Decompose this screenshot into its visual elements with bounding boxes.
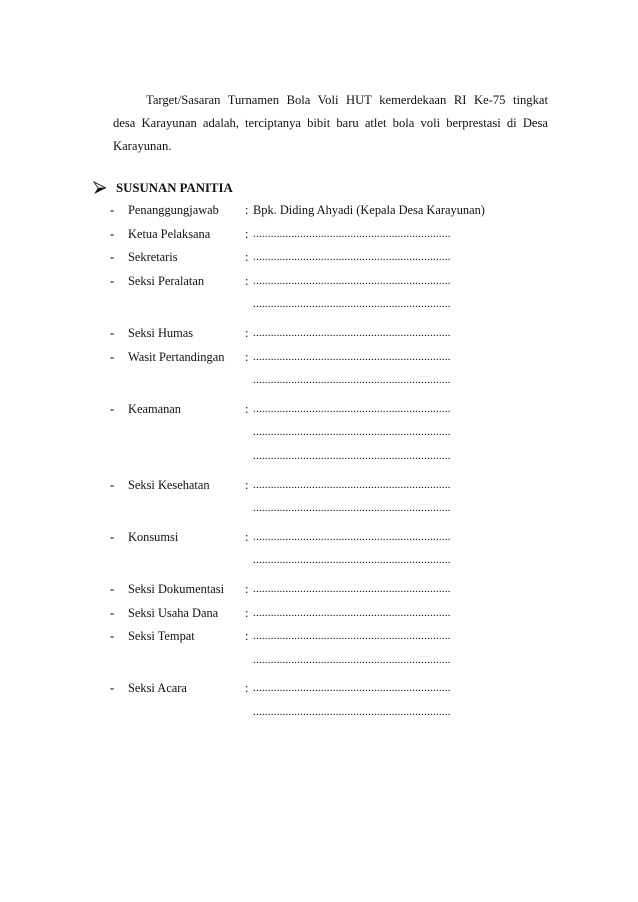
dash-bullet: - (110, 274, 115, 288)
section-title: SUSUNAN PANITIA (116, 180, 233, 195)
dash-bullet: - (110, 530, 115, 544)
committee-role-label: Seksi Dokumentasi (128, 582, 225, 596)
committee-row (0, 626, 638, 646)
committee-continuation-row (0, 498, 638, 518)
committee-role-label: Seksi Acara (128, 681, 187, 695)
blank-fill-line: ................................................................... (253, 327, 451, 339)
colon: : (245, 274, 249, 288)
dash-bullet: - (110, 402, 115, 416)
committee-role-label: Penanggungjawab (128, 203, 219, 217)
blank-fill-line: ................................................................... (253, 275, 451, 287)
blank-fill-line: ................................................................... (253, 228, 451, 240)
colon: : (245, 606, 249, 620)
committee-row (0, 678, 638, 698)
committee-role-label: Seksi Usaha Dana (128, 606, 219, 620)
blank-fill-line: ................................................................... (253, 583, 451, 595)
colon: : (245, 350, 249, 364)
committee-row (0, 579, 638, 599)
dash-bullet: - (110, 478, 115, 492)
committee-role-label: Sekretaris (128, 250, 178, 264)
colon: : (245, 582, 249, 596)
committee-row (0, 271, 638, 291)
committee-role-label: Keamanan (128, 402, 181, 416)
blank-fill-line: ................................................................... (253, 403, 451, 415)
committee-row (0, 323, 638, 343)
committee-row (0, 200, 638, 220)
committee-role-label: Seksi Tempat (128, 629, 195, 643)
colon: : (245, 326, 249, 340)
committee-row (0, 224, 638, 244)
committee-continuation-row (0, 422, 638, 442)
committee-continuation-row (0, 550, 638, 570)
colon: : (245, 402, 249, 416)
blank-fill-line: ................................................................... (253, 450, 451, 462)
committee-row (0, 399, 638, 419)
committee-continuation-row (0, 650, 638, 670)
arrowhead-bullet-icon (93, 181, 107, 195)
colon: : (245, 203, 249, 217)
dash-bullet: - (110, 681, 115, 695)
committee-member-name: Bpk. Diding Ahyadi (Kepala Desa Karayunan) (253, 203, 485, 217)
blank-fill-line: ................................................................... (253, 351, 451, 363)
committee-role-label: Ketua Pelaksana (128, 227, 211, 241)
committee-row (0, 347, 638, 367)
colon: : (245, 227, 249, 241)
colon: : (245, 530, 249, 544)
blank-fill-line: ................................................................... (253, 502, 451, 514)
committee-role-label: Wasit Pertandingan (128, 350, 225, 364)
committee-row (0, 475, 638, 495)
dash-bullet: - (110, 350, 115, 364)
dash-bullet: - (110, 629, 115, 643)
blank-fill-line: ................................................................... (253, 706, 451, 718)
blank-fill-line: ................................................................... (253, 554, 451, 566)
committee-continuation-row (0, 370, 638, 390)
colon: : (245, 250, 249, 264)
colon: : (245, 629, 249, 643)
intro-paragraph (113, 89, 548, 158)
dash-bullet: - (110, 227, 115, 241)
colon: : (245, 478, 249, 492)
committee-role-label: Seksi Humas (128, 326, 194, 340)
committee-role-label: Konsumsi (128, 530, 179, 544)
dash-bullet: - (110, 250, 115, 264)
committee-continuation-row (0, 294, 638, 314)
intro-paragraph-text: Target/Sasaran Turnamen Bola Voli HUT kemerdekaan RI Ke-75 tingkat desa Karayunan adalah, terciptanya bibit baru atlet bola voli berprestasi di Desa Karayunan. (113, 93, 548, 153)
committee-row (0, 527, 638, 547)
committee-role-label: Seksi Kesehatan (128, 478, 210, 492)
committee-row (0, 247, 638, 267)
section-heading (93, 178, 233, 198)
blank-fill-line: ................................................................... (253, 426, 451, 438)
colon: : (245, 681, 249, 695)
blank-fill-line: ................................................................... (253, 531, 451, 543)
dash-bullet: - (110, 606, 115, 620)
dash-bullet: - (110, 203, 115, 217)
committee-continuation-row (0, 446, 638, 466)
blank-fill-line: ................................................................... (253, 630, 451, 642)
dash-bullet: - (110, 326, 115, 340)
blank-fill-line: ................................................................... (253, 298, 451, 310)
committee-role-label: Seksi Peralatan (128, 274, 205, 288)
blank-fill-line: ................................................................... (253, 251, 451, 263)
blank-fill-line: ................................................................... (253, 607, 451, 619)
blank-fill-line: ................................................................... (253, 374, 451, 386)
committee-row (0, 603, 638, 623)
blank-fill-line: ................................................................... (253, 479, 451, 491)
committee-continuation-row (0, 702, 638, 722)
blank-fill-line: ................................................................... (253, 654, 451, 666)
dash-bullet: - (110, 582, 115, 596)
blank-fill-line: ................................................................... (253, 682, 451, 694)
